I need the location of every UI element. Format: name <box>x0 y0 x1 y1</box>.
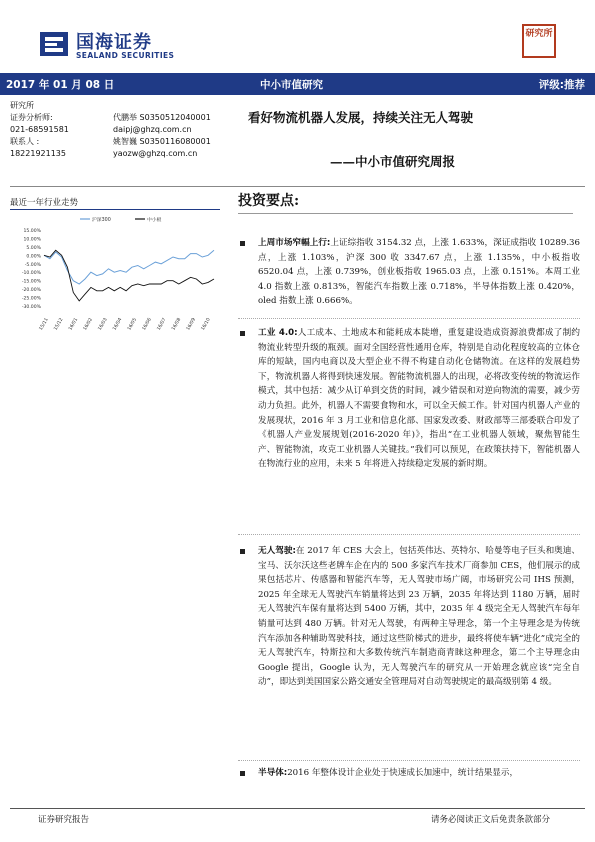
key-point-label: 工业 4.0: <box>258 328 298 338</box>
x-tick-label: 16/07 <box>156 317 168 332</box>
x-tick-label: 16/01 <box>68 317 80 332</box>
industry-trend-chart <box>10 212 220 332</box>
analyst-right: 姚智巍 S0350116080001 <box>113 137 211 146</box>
footer-disclaimer: 请务必阅读正文后免责条款部分 <box>430 815 550 825</box>
analyst-left: 联系人 : <box>10 137 40 146</box>
logo-mark-icon <box>38 28 70 60</box>
report-header-bar <box>0 73 595 95</box>
section-divider <box>238 760 580 761</box>
chart-title-rule <box>10 209 220 210</box>
y-tick-label: 5.00% <box>26 245 41 251</box>
y-tick-label: -5.00% <box>24 262 41 268</box>
x-tick-label: 16/02 <box>82 317 94 332</box>
header-divider <box>10 186 585 187</box>
bullet-icon <box>240 549 245 554</box>
bullet-icon <box>240 771 245 776</box>
analyst-left: 18221921135 <box>10 149 66 158</box>
y-tick-label: -15.00% <box>21 279 41 285</box>
analyst-row <box>10 148 245 160</box>
section-divider <box>238 534 580 535</box>
research-seal: 研究所 <box>522 24 556 58</box>
analyst-dept-row <box>10 100 245 112</box>
key-points-title: 投资要点: <box>238 193 300 209</box>
key-point-autonomous <box>240 544 580 690</box>
analyst-info <box>10 100 245 160</box>
y-tick-label: 10.00% <box>23 237 41 243</box>
y-tick-label: -10.00% <box>21 271 41 277</box>
key-point-text: 2016 年整体设计企业处于快速成长加速中，统计结果显示， <box>287 768 519 778</box>
chart-title: 最近一年行业走势 <box>10 198 79 208</box>
x-tick-label: 16/08 <box>171 317 183 332</box>
analyst-left: 021-68591581 <box>10 125 69 134</box>
report-rating: 评级:推荐 <box>538 79 585 91</box>
y-tick-label: -25.00% <box>21 296 41 302</box>
analyst-email[interactable]: yaozw@ghzq.com.cn <box>113 149 198 158</box>
key-point-label: 半导体: <box>258 768 288 778</box>
section-divider <box>238 318 580 319</box>
report-date: 2017 年 01 月 08 日 <box>6 79 115 91</box>
key-point-text: 上证综指收 3154.32 点，上涨 1.633%，深证成指收 10289.36 点，上涨 1.103%，沪深 300 收 3347.67 点，上涨 1.135%，中小板指收 6520.04 点，上涨 0.739%，创业板指收 1965.03 点，上涨 0.151%。本周工业 4.0 指数上涨 0.813%，智能汽车指数上涨 0.718%，半导体指数上涨 0.420%，oled 指数上涨 0.666%。 <box>258 238 580 307</box>
key-point-market <box>240 236 580 309</box>
analyst-left: 证券分析师: <box>10 113 53 122</box>
x-tick-label: 15/12 <box>53 317 65 332</box>
x-tick-label: 16/09 <box>186 317 198 332</box>
footer-report-label: 证券研究报告 <box>38 815 90 825</box>
report-title: 看好物流机器人发展，持续关注无人驾驶 <box>248 110 474 125</box>
analyst-right: 代鹏举 S0350512040001 <box>113 113 211 122</box>
key-point-text: 人工成本、土地成本和能耗成本陡增，重复建设造成资源浪费都成了制约物流业转型升级的瓶颈。面对全国经营性通用仓库，特别是自动化程度较高的立体仓库的短缺，国内电商以及大型企业不得不构建自动化仓储物流。在这样的发展趋势下，物流机器人将得到快速发展。智能物流机器人的出现，必将改变传统的物流运作模式，其中包括：减少从订单到交货的时间，减少错误和对逆向物流的需要，减少劳动力负担。此外，机器人不需要食物和水，可以全天候工作。针对国内机器人产业的发展现状，2016 年 3 月工业和信息化部、国家发改委、财政部等三部委联合印发了《机器人产业发展规划(2016-2020 年)》，指出“在工业机器人领域，聚焦智能生产、智能物流，攻克工业机器人关键技。”我们可以预见，在政策扶持下，智能机器人在物流行业的应用，未来 5 年将进入持续稳定发展的新时期。 <box>258 328 580 470</box>
analyst-email[interactable]: daipj@ghzq.com.cn <box>113 125 192 134</box>
y-tick-label: 15.00% <box>23 229 41 234</box>
company-logo <box>38 26 175 66</box>
report-subtitle: ——中小市值研究周报 <box>330 154 456 169</box>
y-tick-label: -30.00% <box>21 305 41 310</box>
legend-label: 沪深300 <box>92 218 111 223</box>
key-point-text: 在 2017 年 CES 大会上，包括英伟达、英特尔、哈曼等电子巨头和奥迪、宝马、沃尔沃这些老牌车企在内的 500 多家汽车技术厂商参加 CES，他们展示的成果包括芯片、传感器和智能汽车等，无人驾驶市场广阔，市场研究公司 IHS 预测，2025 年全球无人驾驶汽车销量将达到 23 万辆，2035 年将达到 1180 万辆，届时无人驾驶汽车保有量将达到 5400 万辆，其中，2035 年 4 级完全无人驾驶汽车每年销量可达到 480 万辆。针对无人驾驶，有两种主导理念，第一个主导理念是为传统汽车添加各种辅助驾驶科技，通过这些阶梯式的进步，最终将使车辆“进化”成完全的无人驾驶汽车，特斯拉和大多数传统汽车制造商青睐这种理念，第二个主导理念由 Google 提出，Google 认为，无人驾驶汽车的研究从一开始理念就应该“完全自动”，即达到美国国家公路交通安全管理局对自动驾驶规定的最高级别第 4 级。 <box>258 546 580 688</box>
x-tick-label: 16/04 <box>112 317 124 332</box>
bullet-icon <box>240 331 245 336</box>
series-line-zxb <box>44 250 214 301</box>
logo-chinese-name: 国海证券 <box>76 32 152 53</box>
x-tick-label: 15/11 <box>38 317 50 332</box>
logo-english-name: SEALAND SECURITIES <box>76 51 175 60</box>
y-tick-label: -20.00% <box>21 288 41 294</box>
key-point-label: 上周市场窄幅上行: <box>258 238 331 248</box>
report-type: 中小市值研究 <box>260 79 323 91</box>
key-point-industry40 <box>240 326 580 472</box>
analyst-row <box>10 136 245 148</box>
key-points-rule <box>238 213 573 214</box>
x-tick-label: 16/10 <box>200 317 212 332</box>
y-tick-label: 0.00% <box>26 254 41 260</box>
x-tick-label: 16/06 <box>141 317 153 332</box>
bullet-icon <box>240 241 245 246</box>
key-point-semiconductor <box>240 766 580 781</box>
x-tick-label: 16/03 <box>97 317 109 332</box>
legend-label: 中小板 <box>147 218 162 223</box>
x-tick-label: 16/05 <box>127 317 139 332</box>
key-point-label: 无人驾驶: <box>258 546 296 556</box>
analyst-row <box>10 112 245 124</box>
footer-divider <box>10 808 585 809</box>
analyst-dept: 研究所 <box>10 101 34 110</box>
analyst-row <box>10 124 245 136</box>
